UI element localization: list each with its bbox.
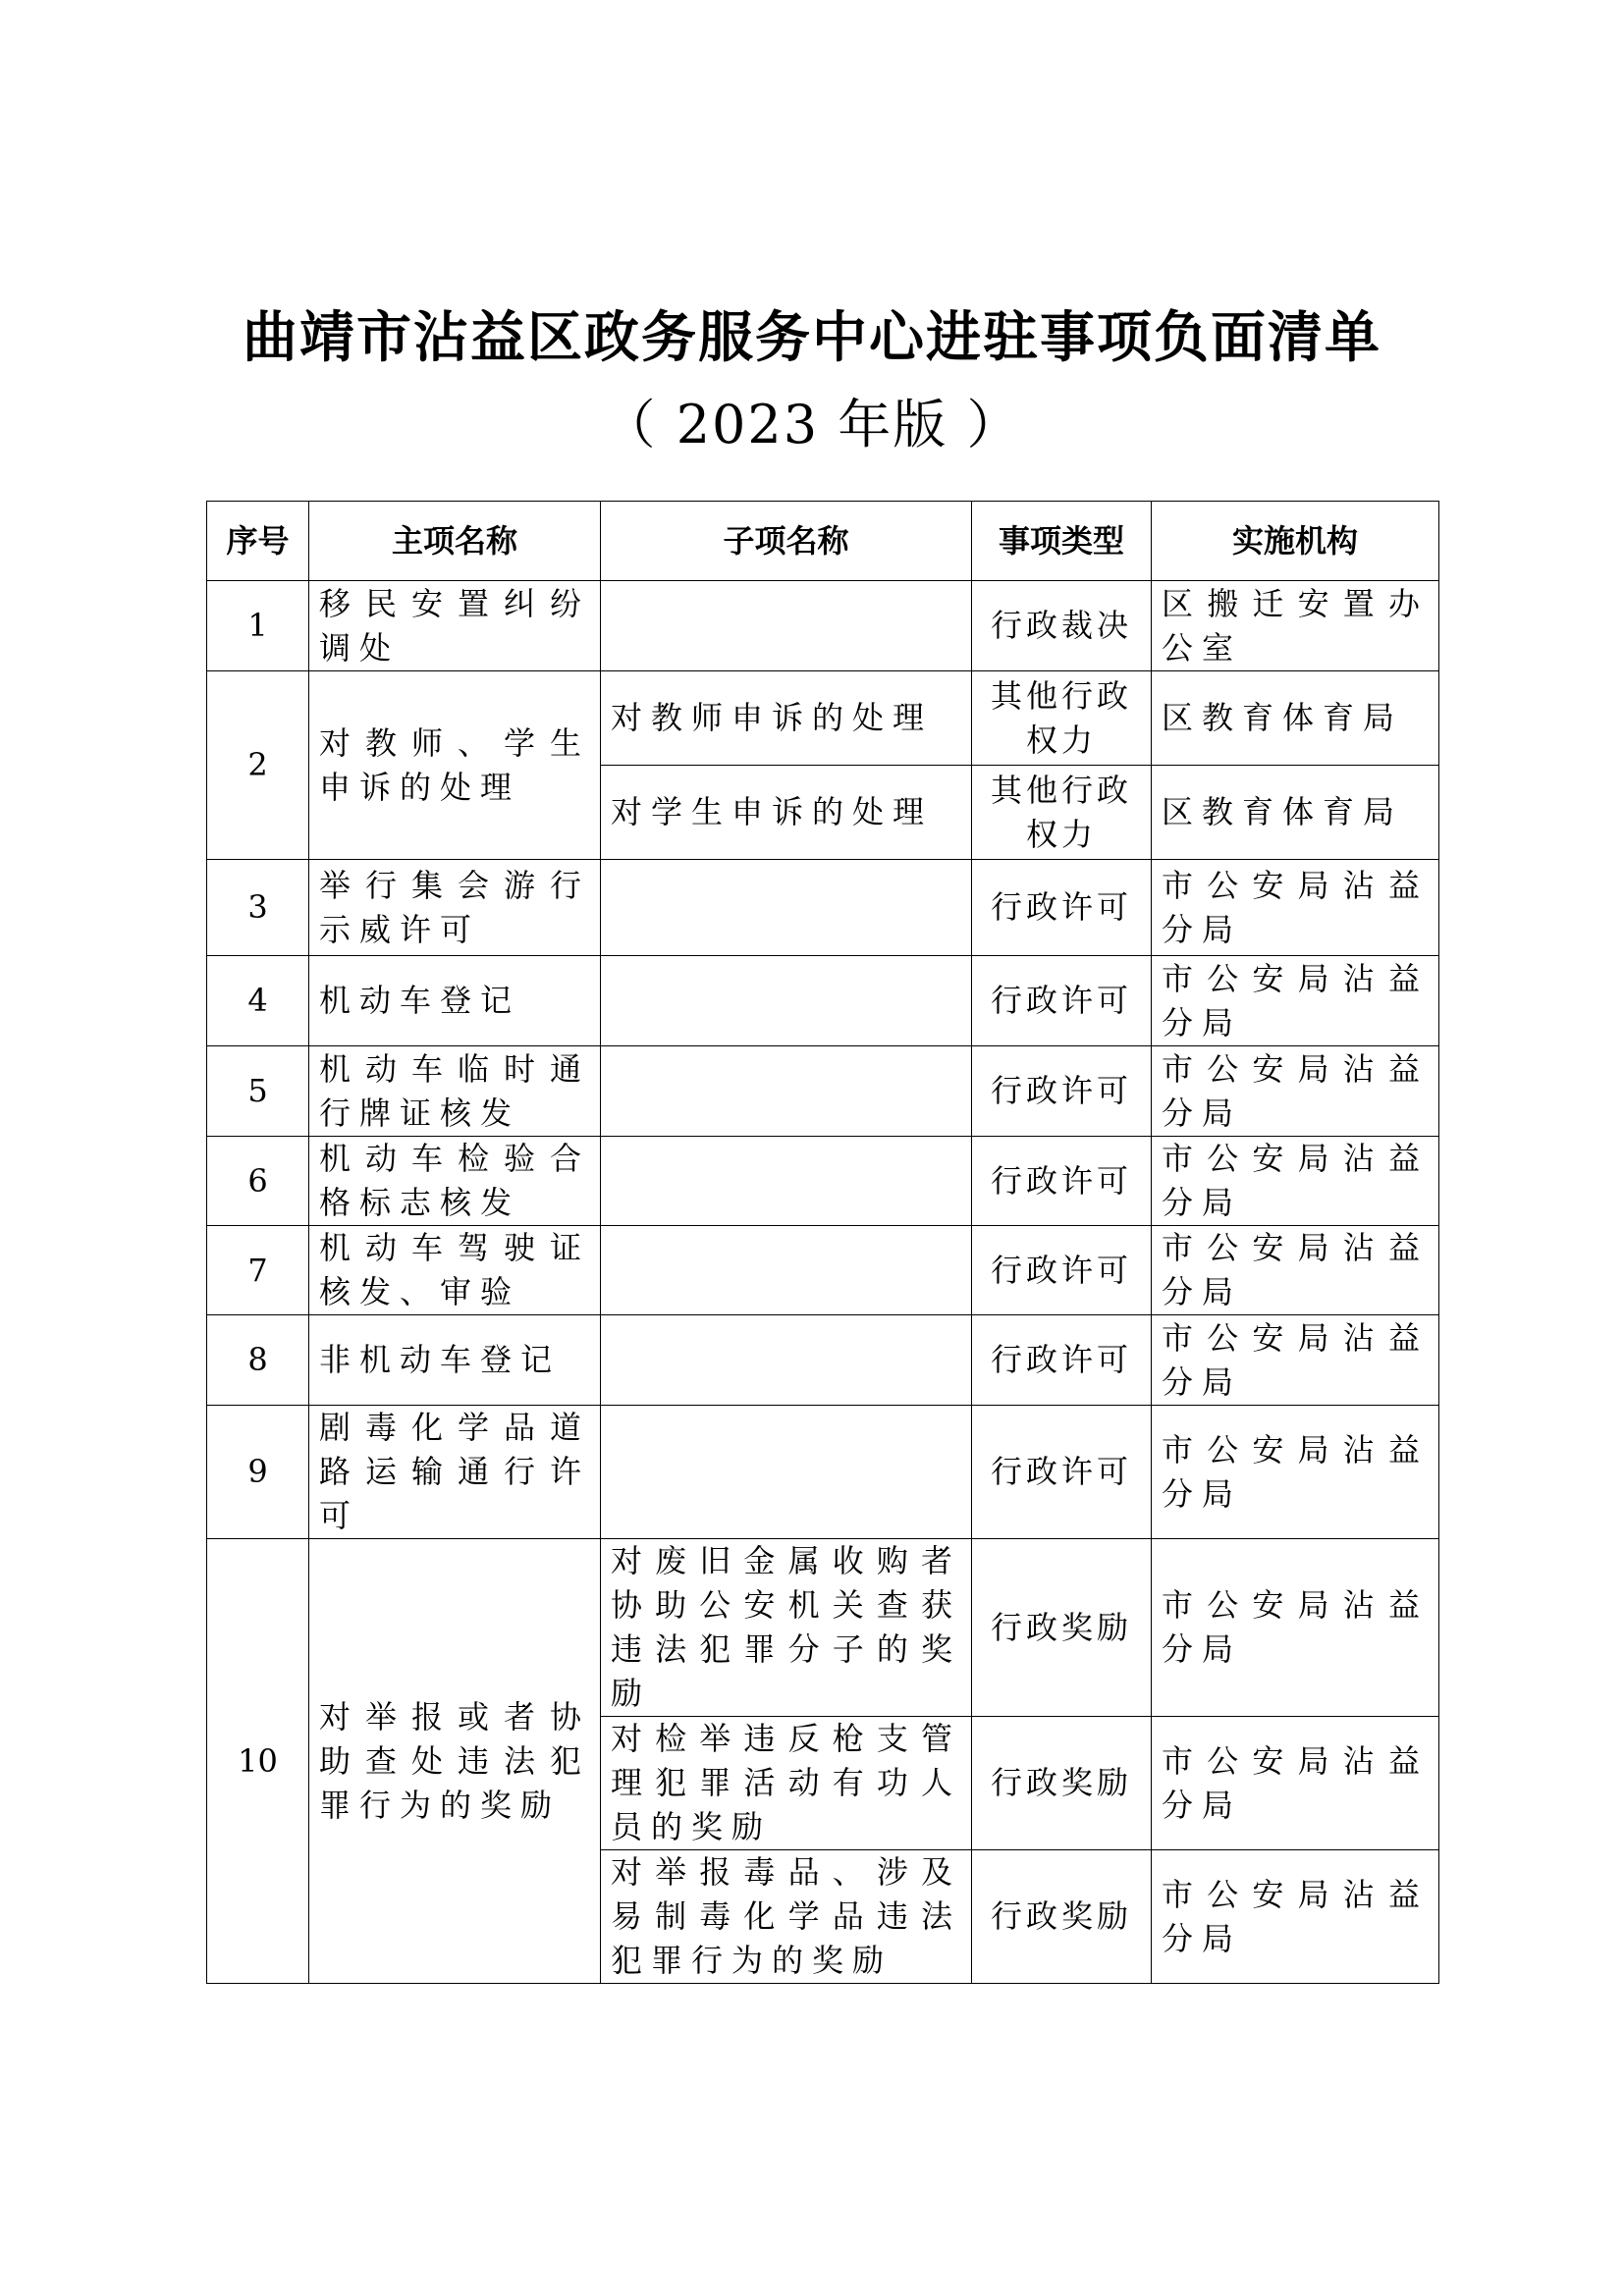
- main-item-name: 对举报或者协助查处违法犯罪行为的奖励: [309, 1539, 601, 1984]
- implementing-org: 市公安局沾益分局: [1152, 1137, 1439, 1226]
- sub-item-name: 对教师申诉的处理: [601, 671, 972, 766]
- main-item-name: 举行集会游行示威许可: [309, 860, 601, 956]
- item-type: 行政许可: [972, 1046, 1152, 1137]
- main-item-name: 对教师、学生申诉的处理: [309, 671, 601, 860]
- table-row: [207, 1046, 1439, 1137]
- implementing-org: 区搬迁安置办公室: [1152, 581, 1439, 671]
- table-row: [207, 581, 1439, 671]
- sub-item-name: [601, 1046, 972, 1137]
- item-type: 行政许可: [972, 1226, 1152, 1315]
- item-type: 行政许可: [972, 1315, 1152, 1406]
- sub-item-name: [601, 581, 972, 671]
- header-main-item: 主项名称: [309, 502, 601, 581]
- row-number: 6: [207, 1137, 309, 1226]
- sub-item-name: 对检举违反枪支管理犯罪活动有功人员的奖励: [601, 1717, 972, 1850]
- sub-item-name: [601, 956, 972, 1046]
- item-type: 行政许可: [972, 1137, 1152, 1226]
- implementing-org: 区教育体育局: [1152, 671, 1439, 766]
- implementing-org: 市公安局沾益分局: [1152, 1717, 1439, 1850]
- table-row: [207, 956, 1439, 1046]
- table-header-row: [207, 502, 1439, 581]
- item-type: 行政许可: [972, 860, 1152, 956]
- implementing-org: 区教育体育局: [1152, 766, 1439, 860]
- implementing-org: 市公安局沾益分局: [1152, 956, 1439, 1046]
- sub-item-name: 对废旧金属收购者协助公安机关查获违法犯罪分子的奖励: [601, 1539, 972, 1717]
- table-row: [207, 1406, 1439, 1539]
- main-item-name: 非机动车登记: [309, 1315, 601, 1406]
- row-number: 5: [207, 1046, 309, 1137]
- item-type: 其他行政权力: [972, 671, 1152, 766]
- implementing-org: 市公安局沾益分局: [1152, 1539, 1439, 1717]
- negative-list-table: [206, 501, 1439, 1984]
- row-number: 9: [207, 1406, 309, 1539]
- item-type: 行政许可: [972, 1406, 1152, 1539]
- main-item-name: 机动车临时通行牌证核发: [309, 1046, 601, 1137]
- table-row: [207, 1315, 1439, 1406]
- sub-item-name: [601, 1226, 972, 1315]
- sub-item-name: 对学生申诉的处理: [601, 766, 972, 860]
- sub-item-name: [601, 1406, 972, 1539]
- row-number: 8: [207, 1315, 309, 1406]
- implementing-org: 市公安局沾益分局: [1152, 1046, 1439, 1137]
- implementing-org: 市公安局沾益分局: [1152, 1850, 1439, 1984]
- row-number: 10: [207, 1539, 309, 1984]
- table-row: [207, 1539, 1439, 1717]
- table-body: [207, 581, 1439, 1984]
- sub-item-name: [601, 1137, 972, 1226]
- item-type: 行政裁决: [972, 581, 1152, 671]
- item-type: 行政奖励: [972, 1717, 1152, 1850]
- row-number: 1: [207, 581, 309, 671]
- row-number: 7: [207, 1226, 309, 1315]
- header-no: 序号: [207, 502, 309, 581]
- item-type: 其他行政权力: [972, 766, 1152, 860]
- row-number: 2: [207, 671, 309, 860]
- sub-item-name: [601, 860, 972, 956]
- header-sub-item: 子项名称: [601, 502, 972, 581]
- item-type: 行政奖励: [972, 1850, 1152, 1984]
- header-item-type: 事项类型: [972, 502, 1152, 581]
- row-number: 3: [207, 860, 309, 956]
- main-item-name: 剧毒化学品道路运输通行许可: [309, 1406, 601, 1539]
- page-title: 曲靖市沾益区政务服务中心进驻事项负面清单: [243, 305, 1381, 370]
- main-item-name: 机动车登记: [309, 956, 601, 1046]
- table-row: [207, 1137, 1439, 1226]
- item-type: 行政许可: [972, 956, 1152, 1046]
- implementing-org: 市公安局沾益分局: [1152, 1406, 1439, 1539]
- sub-item-name: [601, 1315, 972, 1406]
- table-row: [207, 1226, 1439, 1315]
- row-number: 4: [207, 956, 309, 1046]
- table-row: [207, 671, 1439, 766]
- implementing-org: 市公安局沾益分局: [1152, 1315, 1439, 1406]
- page-subtitle: （ 2023 年版 ）: [602, 394, 1022, 455]
- sub-item-name: 对举报毒品、涉及易制毒化学品违法犯罪行为的奖励: [601, 1850, 972, 1984]
- table-row: [207, 860, 1439, 956]
- header-org: 实施机构: [1152, 502, 1439, 581]
- implementing-org: 市公安局沾益分局: [1152, 1226, 1439, 1315]
- main-item-name: 机动车驾驶证核发、审验: [309, 1226, 601, 1315]
- implementing-org: 市公安局沾益分局: [1152, 860, 1439, 956]
- main-item-name: 移民安置纠纷调处: [309, 581, 601, 671]
- main-item-name: 机动车检验合格标志核发: [309, 1137, 601, 1226]
- item-type: 行政奖励: [972, 1539, 1152, 1717]
